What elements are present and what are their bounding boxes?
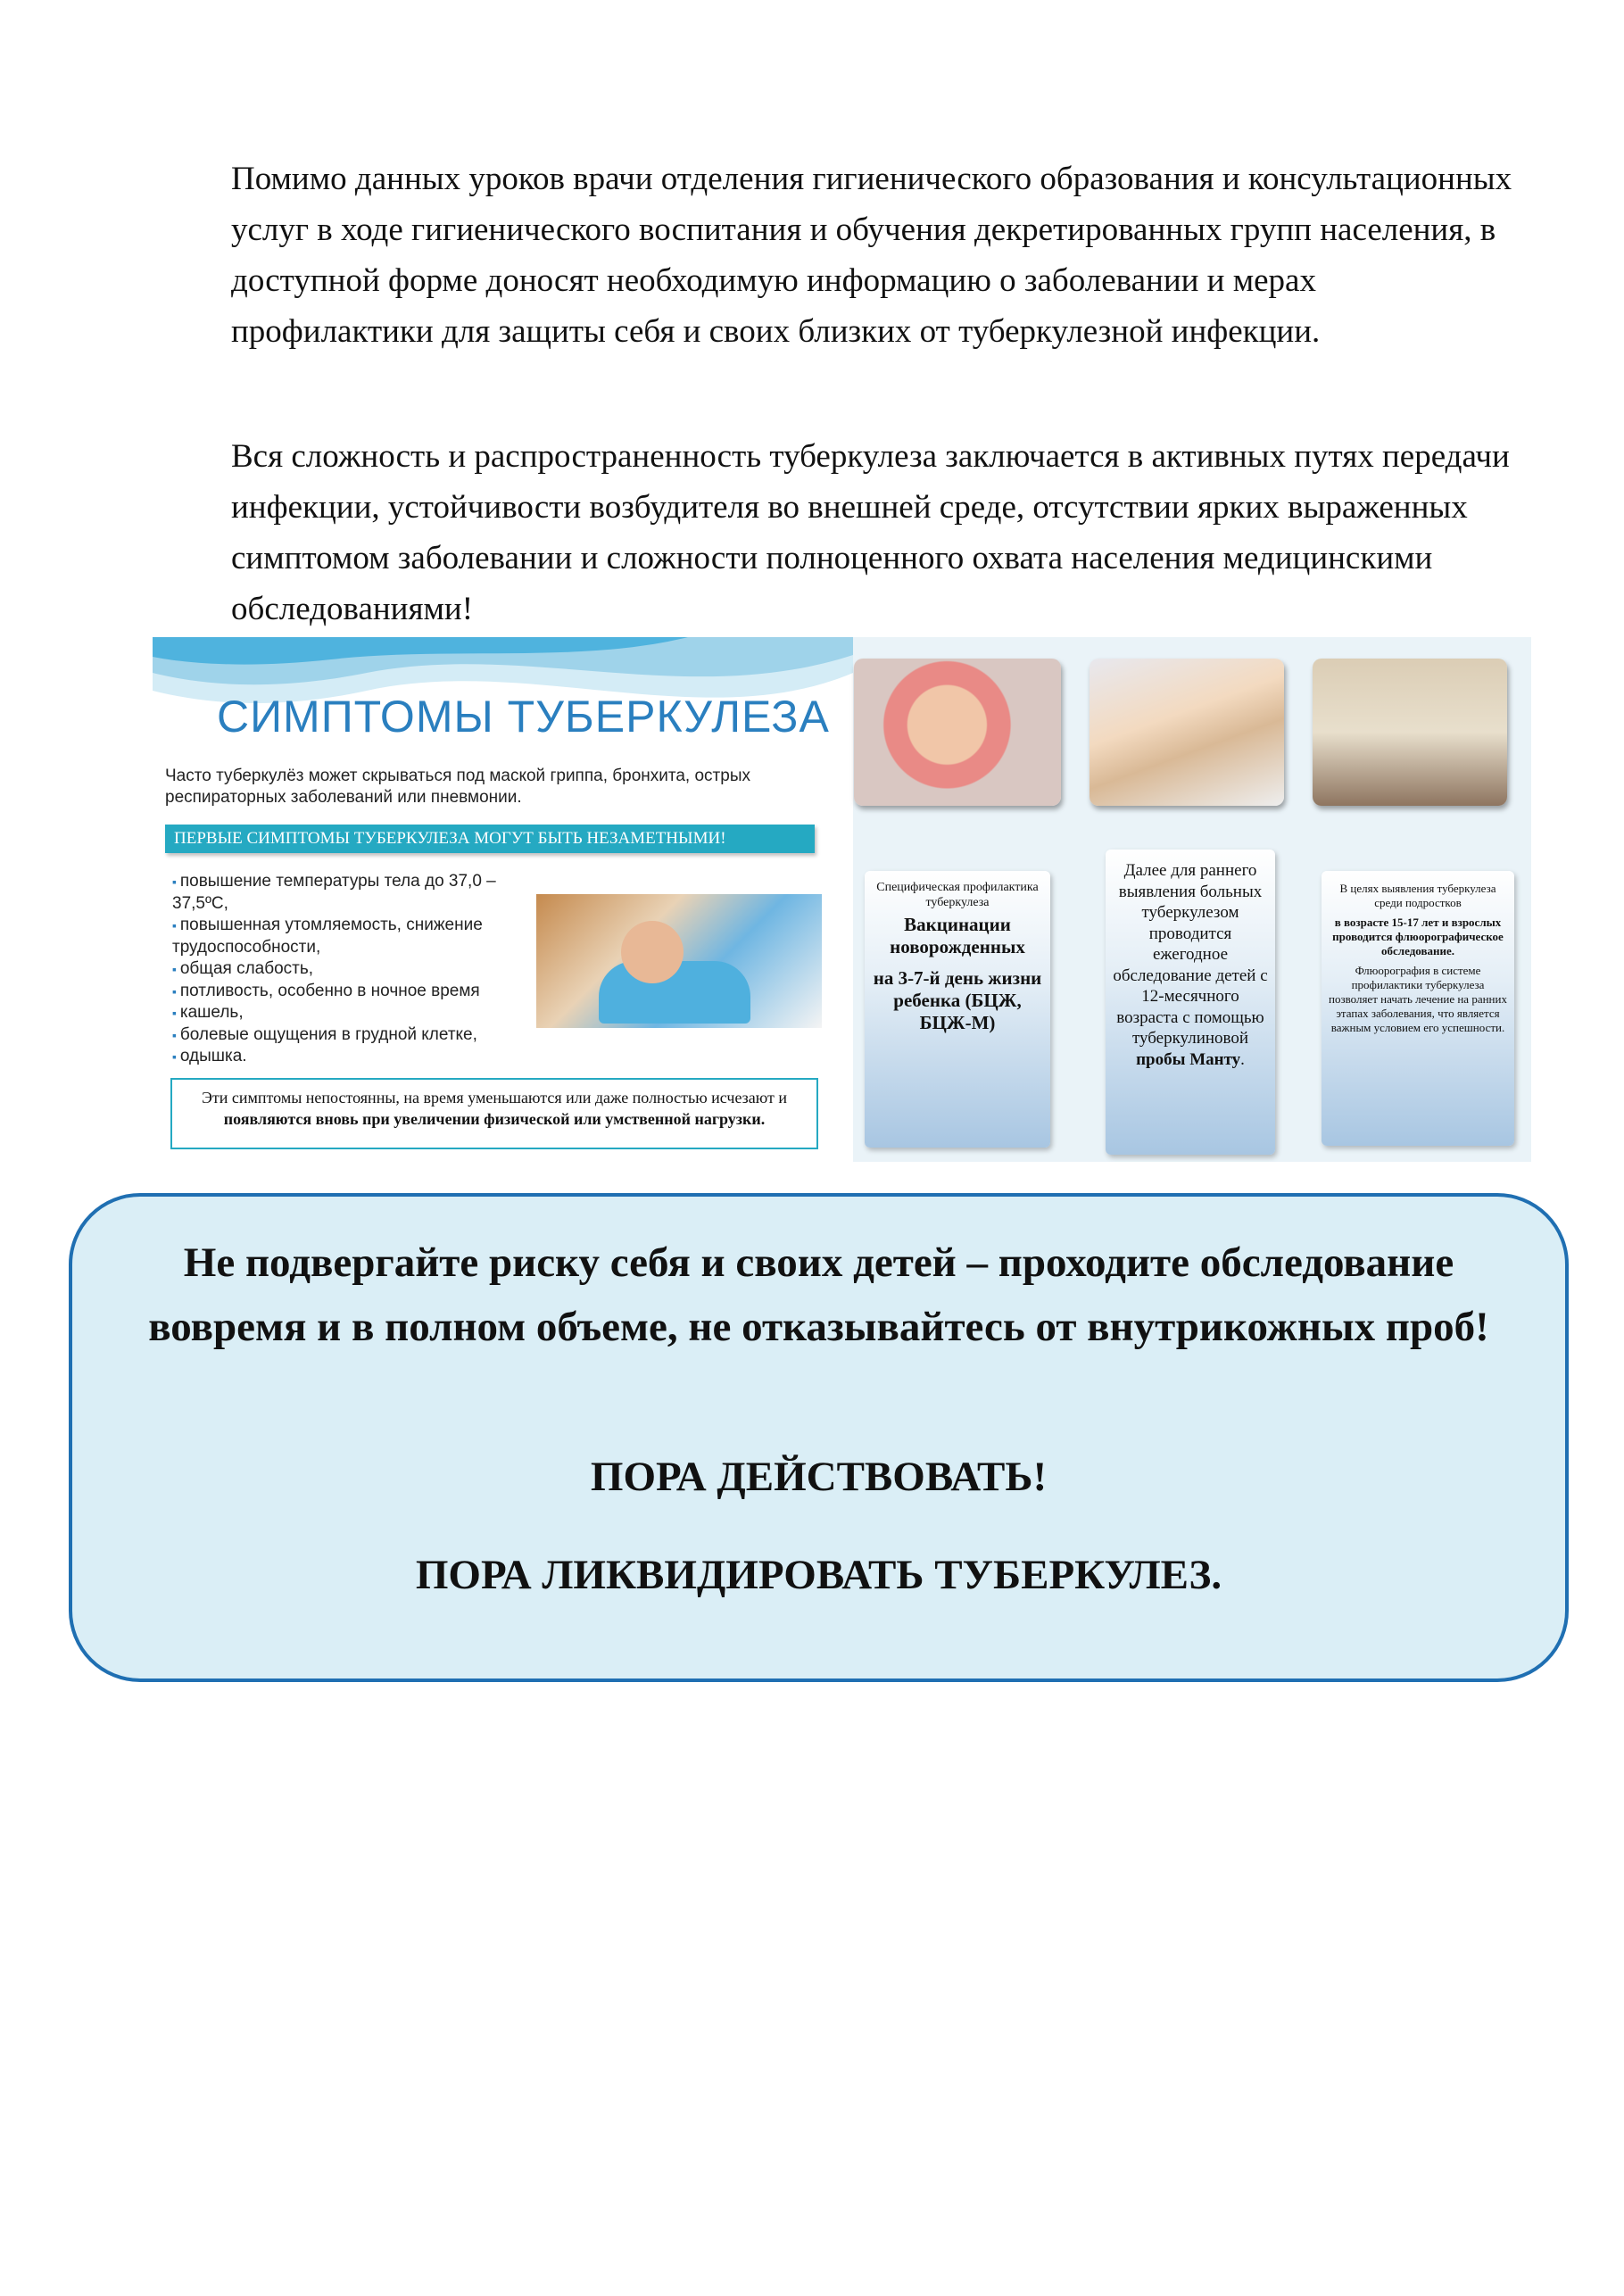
symptoms-note	[170, 1078, 818, 1149]
list-item: ▪ потливость, особенно в ночное время	[172, 981, 511, 1003]
infographic-title: СИМПТОМЫ ТУБЕРКУЛЕЗА	[217, 692, 830, 742]
card-heading: Вакцинации новорожденных	[890, 914, 1025, 957]
vaccination-photo	[1090, 659, 1284, 806]
tuberculosis-infographic	[153, 637, 1531, 1162]
body-paragraph: Вся сложность и распространенность туберкулеза заключается в активных путях передачи инфекции, устойчивости возбудителя во внешней среде, отсутствии ярких выраженных симптомом заболевании и сложности полноценного охвата населения медицинскими обследованиями!	[231, 438, 1510, 627]
list-item: ▪ общая слабость,	[172, 958, 511, 981]
call-to-action-box	[69, 1193, 1569, 1682]
card-bold-text: пробы Манту	[1136, 1049, 1241, 1069]
cta-main-text: Не подвергайте риску себя и своих детей – проходите обследование вовремя и в полном объеме, не отказывайтесь от внутрикожных проб!	[148, 1239, 1489, 1350]
list-item: ▪ одышка.	[172, 1046, 511, 1068]
list-item: ▪ кашель,	[172, 1002, 511, 1024]
note-regular-text: Эти симптомы непостоянны, на время уменьшаются или даже полностью исчезают и	[202, 1089, 787, 1107]
card-text-secondary: Флюорография в системе профилактики туберкулеза позволяет начать лечение на ранних этапах заболевания, что является важным условием его успешности.	[1329, 964, 1507, 1034]
list-item: ▪ повышение температуры тела до 37,0 – 37,5ºС,	[172, 871, 511, 915]
mantoux-card	[1106, 850, 1275, 1155]
card-detail: на 3-7-й день жизни ребенка (БЦЖ, БЦЖ-М)	[873, 967, 1042, 1033]
list-item: ▪ повышенная утомляемость, снижение трудоспособности,	[172, 915, 511, 958]
list-item: ▪ болевые ощущения в грудной клетке,	[172, 1024, 511, 1047]
infographic-intro: Часто туберкулёз может скрываться под маской гриппа, бронхита, острых респираторных заболеваний или пневмонии.	[165, 767, 750, 807]
card-text: В целях выявления туберкулеза среди подростков	[1339, 882, 1496, 909]
symptoms-list	[172, 871, 511, 1068]
newborn-photo	[854, 659, 1061, 806]
card-bold-text: в возрасте 15-17 лет и взрослых проводится флюорографическое обследование.	[1332, 916, 1504, 957]
cta-act-now: ПОРА ДЕЙСТВОВАТЬ!	[590, 1454, 1048, 1500]
symptoms-panel	[153, 637, 853, 1162]
note-bold-text: появляются вновь при увеличении физической или умственной нагрузки.	[223, 1110, 766, 1128]
card-text: Далее для раннего выявления больных туберкулезом проводится ежегодное обследование детей с 12-месячного возраста с помощью туберкулиновой	[1113, 861, 1268, 1048]
intro-paragraph: Помимо данных уроков врачи отделения гигиенического образования и консультационных услуг в ходе гигиенического воспитания и обучения декретированных групп населения, в доступной форме доносят необходимую информацию о заболевании и мерах профилактики для защиты себя и своих близких от туберкулезной инфекции.	[231, 161, 1512, 350]
card-end: .	[1240, 1049, 1245, 1069]
fluorography-card	[1322, 871, 1514, 1146]
card-subtitle: Специфическая профилактика туберкулеза	[876, 881, 1039, 909]
symptoms-banner: ПЕРВЫЕ СИМПТОМЫ ТУБЕРКУЛЕЗА МОГУТ БЫТЬ НЕЗАМЕТНЫМИ!	[165, 825, 815, 853]
sleeping-boy-photo	[536, 894, 822, 1028]
fluorography-photo	[1313, 659, 1507, 806]
cta-eliminate-tb: ПОРА ЛИКВИДИРОВАТЬ ТУБЕРКУЛЕЗ.	[415, 1552, 1222, 1598]
vaccination-card	[865, 871, 1050, 1148]
